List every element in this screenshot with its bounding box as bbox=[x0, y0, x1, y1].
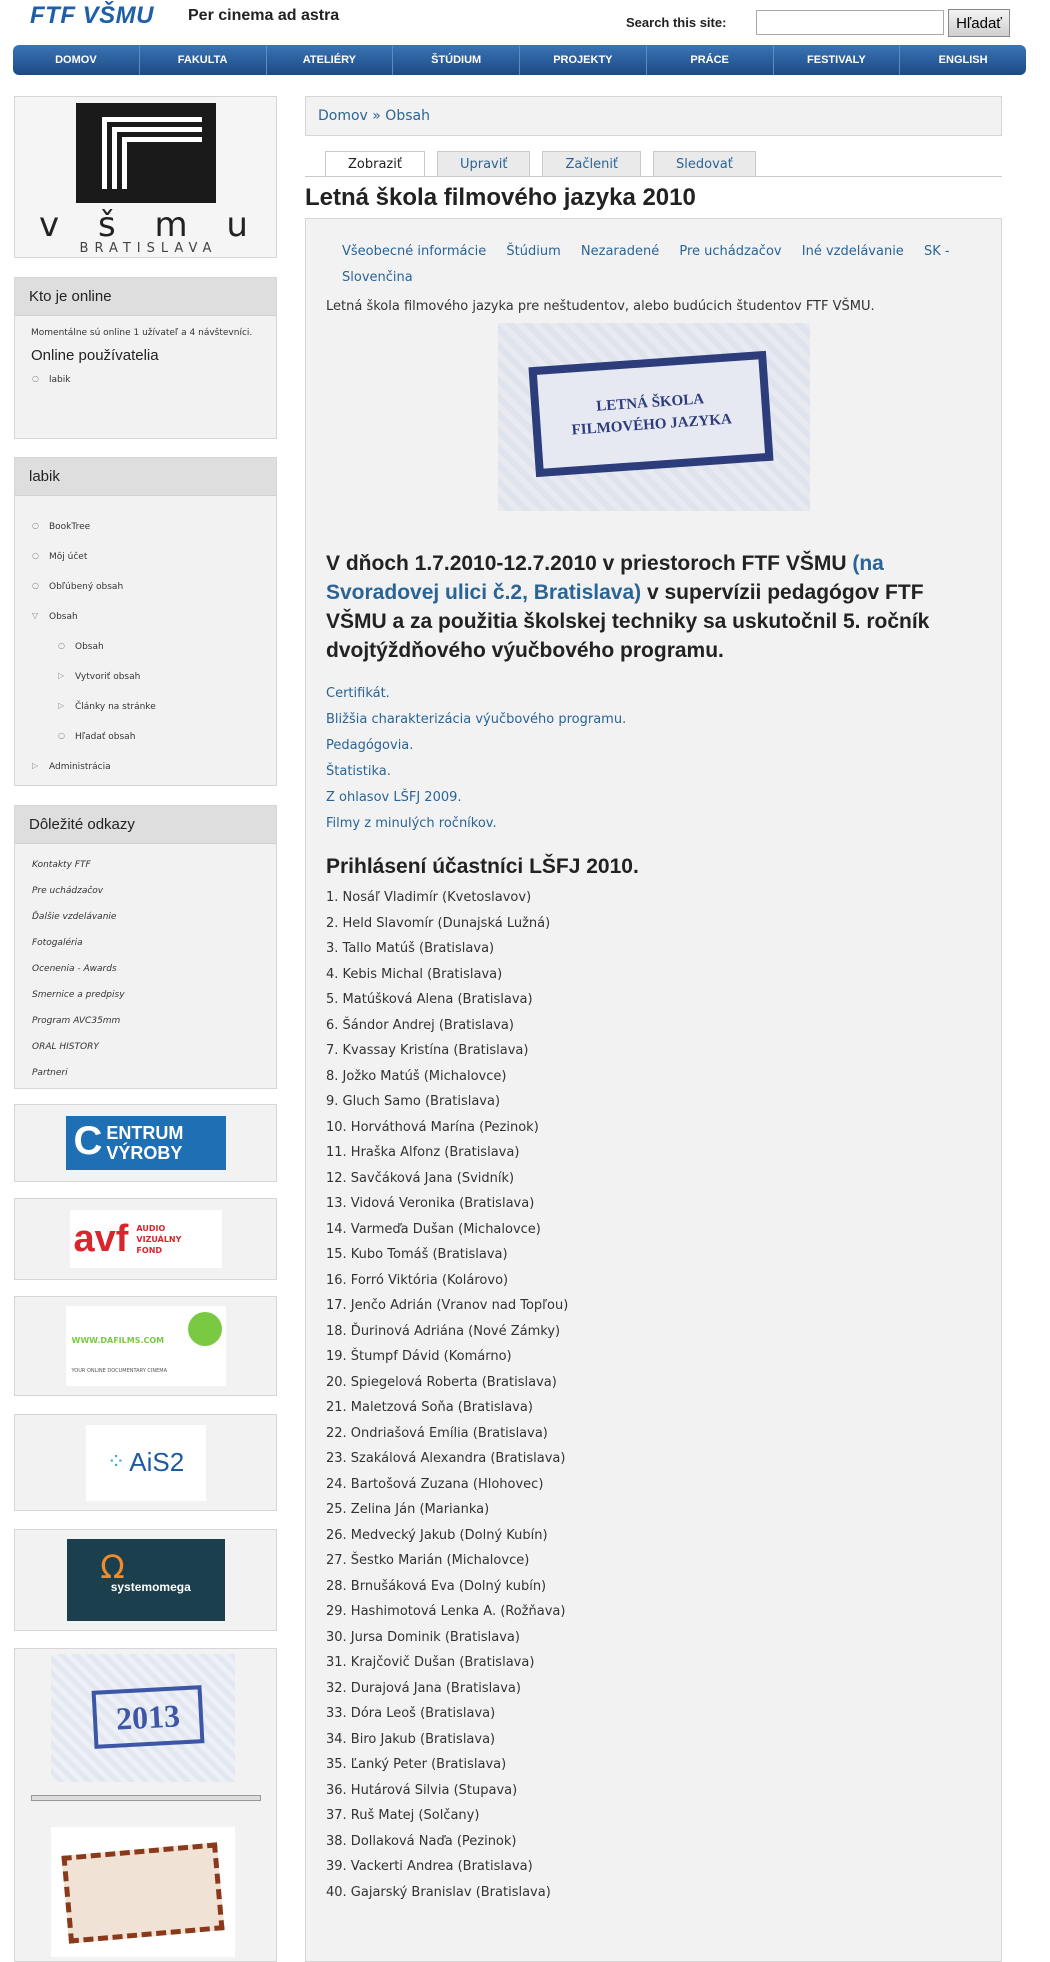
important-link[interactable]: Ocenenia - Awards bbox=[32, 964, 117, 974]
participants-list bbox=[326, 885, 568, 1905]
ais2-label: AiS2 bbox=[129, 1447, 185, 1477]
taxonomy-link[interactable]: Iné vzdelávanie bbox=[801, 244, 904, 259]
vsmu-logo-icon bbox=[76, 103, 216, 203]
tab-zaclenit[interactable]: Začleniť bbox=[542, 151, 641, 177]
participant-item: 15. Kubo Tomáš (Bratislava) bbox=[326, 1247, 508, 1262]
info-links-list bbox=[326, 681, 626, 837]
important-link[interactable]: Kontakty FTF bbox=[32, 860, 91, 870]
tab-upravit[interactable]: Upraviť bbox=[437, 151, 530, 177]
participant-item: 16. Forró Viktória (Kolárovo) bbox=[326, 1272, 509, 1288]
participant-item: 4. Kebis Michal (Bratislava) bbox=[326, 966, 503, 982]
stamp-2014-banner[interactable] bbox=[51, 1827, 235, 1957]
dafilms-banner[interactable] bbox=[14, 1296, 277, 1396]
logo-city: BRATISLAVA bbox=[79, 241, 218, 256]
user-menu-item[interactable]: ▷ Vytvoriť obsah bbox=[15, 662, 276, 692]
system-omega-banner[interactable] bbox=[14, 1529, 277, 1631]
search-button[interactable]: Hľadať bbox=[948, 9, 1010, 37]
user-menu-item[interactable]: ○ BookTree bbox=[15, 512, 276, 542]
search-input[interactable] bbox=[756, 10, 944, 35]
participant-item: 6. Šándor Andrej (Bratislava) bbox=[326, 1017, 514, 1033]
taxonomy-links bbox=[342, 239, 982, 291]
participant-item: 13. Vidová Veronika (Bratislava) bbox=[326, 1196, 535, 1211]
address-link[interactable]: (na Svoradovej ulici č.2, Bratislava) bbox=[326, 552, 884, 604]
participant-item: 18. Ďurinová Adriána (Nové Zámky) bbox=[326, 1323, 561, 1339]
online-user-link[interactable]: ○ labik bbox=[15, 370, 276, 390]
taxonomy-link[interactable]: Štúdium bbox=[506, 244, 561, 259]
content-tabs bbox=[325, 151, 768, 177]
participant-item: 38. Dollaková Naďa (Pezinok) bbox=[326, 1833, 517, 1849]
user-menu-list bbox=[15, 496, 276, 782]
online-subtitle: Online používatelia bbox=[31, 347, 159, 364]
participant-item: 25. Zelina Ján (Marianka) bbox=[326, 1502, 490, 1517]
user-menu-item[interactable]: ○ Hľadať obsah bbox=[15, 722, 276, 752]
avf-line-2: VIZUÁLNY bbox=[136, 1234, 182, 1244]
nav-item-festivaly[interactable]: FESTIVALY bbox=[774, 45, 901, 75]
participant-item: 2. Held Slavomír (Dunajská Lužná) bbox=[326, 915, 551, 931]
important-link[interactable]: Pre uchádzačov bbox=[32, 886, 104, 896]
online-title: Kto je online bbox=[15, 278, 276, 316]
participant-item: 24. Bartošová Zuzana (Hlohovec) bbox=[326, 1476, 544, 1492]
intro-text: Letná škola filmového jazyka pre neštudentov, alebo budúcich študentov FTF VŠMU. bbox=[326, 299, 875, 314]
dafilms-tagline: YOUR ONLINE DOCUMENTARY CINEMA bbox=[71, 1368, 167, 1374]
nav-item-domov[interactable]: DOMOV bbox=[13, 45, 140, 75]
participant-item: 23. Szakálová Alexandra (Bratislava) bbox=[326, 1451, 566, 1466]
page-title: Letná škola filmového jazyka 2010 bbox=[305, 184, 696, 211]
important-links-list bbox=[15, 844, 276, 1086]
participant-item: 32. Durajová Jana (Bratislava) bbox=[326, 1680, 521, 1696]
nav-item-projekty[interactable]: PROJEKTY bbox=[520, 45, 647, 75]
participant-item: 10. Horváthová Marína (Pezinok) bbox=[326, 1119, 539, 1135]
participants-heading: Prihlásení účastníci LŠFJ 2010. bbox=[326, 855, 639, 878]
search-label: Search this site: bbox=[626, 15, 727, 30]
nav-item-prace[interactable]: PRÁCE bbox=[647, 45, 774, 75]
stamp-2014-icon bbox=[61, 1842, 224, 1943]
taxonomy-link[interactable]: Pre uchádzačov bbox=[679, 244, 782, 259]
site-brand[interactable]: FTF VŠMU bbox=[30, 2, 154, 29]
nav-item-studium[interactable]: ŠTÚDIUM bbox=[393, 45, 520, 75]
avf-logo-icon: avf bbox=[73, 1217, 129, 1260]
omega-icon: Ω bbox=[100, 1548, 125, 1586]
summer-school-stamp-image bbox=[498, 323, 810, 511]
vsmu-logo-box[interactable] bbox=[14, 96, 277, 258]
participant-item: 35. Ľanký Peter (Bratislava) bbox=[326, 1757, 507, 1772]
participant-item: 19. Štumpf Dávid (Komárno) bbox=[326, 1349, 512, 1364]
user-menu-item[interactable]: ○ Obsah bbox=[15, 632, 276, 662]
participant-item: 12. Savčáková Jana (Svidník) bbox=[326, 1170, 515, 1186]
main-nav bbox=[13, 45, 1026, 75]
participant-item: 9. Gluch Samo (Bratislava) bbox=[326, 1094, 501, 1109]
participant-item: 26. Medvecký Jakub (Dolný Kubín) bbox=[326, 1527, 548, 1543]
divider bbox=[31, 1795, 261, 1801]
taxonomy-link[interactable]: Nezaradené bbox=[580, 244, 660, 259]
participant-item: 1. Nosáľ Vladimír (Kvetoslavov) bbox=[326, 890, 532, 905]
participant-item: 22. Ondriašová Emília (Bratislava) bbox=[326, 1425, 548, 1441]
dafilms-url: WWW.DAFILMS.COM bbox=[71, 1336, 165, 1345]
stamp-line-1: LETNÁ ŠKOLA bbox=[595, 391, 705, 415]
taxonomy-link[interactable]: Všeobecné informácie bbox=[342, 244, 487, 259]
participant-item: 11. Hraška Alfonz (Bratislava) bbox=[326, 1145, 520, 1160]
centrum-vyroby-banner[interactable] bbox=[14, 1104, 277, 1182]
participant-item: 21. Maletzová Soňa (Bratislava) bbox=[326, 1400, 533, 1415]
participant-item: 33. Dóra Leoš (Bratislava) bbox=[326, 1706, 496, 1721]
ais2-banner[interactable] bbox=[14, 1414, 277, 1511]
user-menu-item[interactable]: ○ Obľúbený obsah bbox=[15, 572, 276, 602]
user-menu-title: labik bbox=[15, 458, 276, 496]
important-link[interactable]: ORAL HISTORY bbox=[32, 1042, 99, 1052]
important-links-block bbox=[14, 805, 277, 1089]
avf-line-3: FOND bbox=[136, 1245, 163, 1255]
user-menu-item[interactable]: ▽ Obsah bbox=[15, 602, 276, 632]
centrum-c-icon: C bbox=[73, 1118, 103, 1163]
stamp-2013-label: 2013 bbox=[92, 1685, 205, 1749]
stamp-line-2: FILMOVÉHO JAZYKA bbox=[571, 411, 733, 439]
nav-item-atelieri[interactable]: ATELIÉRY bbox=[267, 45, 394, 75]
omega-label: systemomega bbox=[110, 1580, 191, 1594]
important-link[interactable]: Partneri bbox=[32, 1068, 68, 1078]
online-block bbox=[14, 277, 277, 439]
info-link[interactable]: Filmy z minulých ročníkov. bbox=[326, 816, 497, 831]
lead-text-2: v supervízii pedagógov FTF VŠMU a za použitia školskej techniky sa uskutočnil 5. ročník dvojtýždňového výučbového programu. bbox=[326, 581, 930, 662]
nav-item-fakulta[interactable]: FAKULTA bbox=[140, 45, 267, 75]
participant-item: 5. Matúšková Alena (Bratislava) bbox=[326, 992, 533, 1007]
participant-item: 7. Kvassay Kristína (Bratislava) bbox=[326, 1043, 529, 1058]
participant-item: 20. Spiegelová Roberta (Bratislava) bbox=[326, 1374, 557, 1390]
participant-item: 39. Vackerti Andrea (Bratislava) bbox=[326, 1859, 533, 1874]
logo-name: v š m u bbox=[39, 205, 262, 245]
info-link[interactable]: Z ohlasov LŠFJ 2009. bbox=[326, 790, 462, 805]
participant-item: 36. Hutárová Silvia (Stupava) bbox=[326, 1782, 518, 1798]
taxonomy-link[interactable]: SK - Slovenčina bbox=[342, 244, 950, 285]
info-link[interactable]: Bližšia charakterizácia výučbového programu. bbox=[326, 712, 627, 727]
article-body bbox=[305, 218, 1002, 1962]
info-link[interactable]: Pedagógovia. bbox=[326, 738, 414, 753]
participant-item: 29. Hashimotová Lenka A. (Rožňava) bbox=[326, 1604, 566, 1619]
participant-item: 37. Ruš Matej (Solčany) bbox=[326, 1808, 480, 1823]
participant-item: 17. Jenčo Adrián (Vranov nad Topľou) bbox=[326, 1298, 569, 1313]
user-menu-block bbox=[14, 457, 277, 786]
tab-zobrazit[interactable]: Zobraziť bbox=[325, 151, 425, 177]
stamps-block bbox=[14, 1648, 277, 1962]
info-link[interactable]: Štatistika. bbox=[326, 764, 391, 779]
participant-item: 3. Tallo Matúš (Bratislava) bbox=[326, 941, 495, 956]
site-motto: Per cinema ad astra bbox=[188, 7, 340, 24]
participant-item: 40. Gajarský Branislav (Bratislava) bbox=[326, 1884, 551, 1900]
breadcrumb bbox=[305, 96, 1002, 136]
site-header bbox=[0, 0, 1050, 42]
tab-sledovat[interactable]: Sledovať bbox=[653, 151, 756, 177]
info-link[interactable]: Certifikát. bbox=[326, 686, 390, 701]
tabs-underline bbox=[305, 176, 1002, 177]
online-text: Momentálne sú online 1 užívateľ a 4 návštevníci. bbox=[31, 328, 253, 338]
lead-text-1: V dňoch 1.7.2010-12.7.2010 v priestoroch FTF VŠMU bbox=[326, 552, 853, 575]
user-menu-item[interactable]: ▷ Administrácia bbox=[15, 752, 276, 782]
ais2-dots-icon: ⁘ bbox=[106, 1450, 126, 1475]
participant-item: 27. Šestko Marián (Michalovce) bbox=[326, 1553, 530, 1568]
online-users-list bbox=[15, 370, 276, 390]
stamp-2013-banner[interactable] bbox=[51, 1654, 235, 1782]
participant-item: 30. Jursa Dominik (Bratislava) bbox=[326, 1629, 520, 1645]
avf-banner[interactable] bbox=[14, 1198, 277, 1280]
important-links-title: Dôležité odkazy bbox=[15, 806, 276, 844]
participant-item: 34. Biro Jakub (Bratislava) bbox=[326, 1731, 496, 1747]
nav-item-english[interactable]: ENGLISH bbox=[938, 54, 988, 66]
user-menu-item[interactable]: ○ Môj účet bbox=[15, 542, 276, 572]
important-link[interactable]: Program AVC35mm bbox=[32, 1016, 121, 1026]
dafilms-logo-icon bbox=[188, 1312, 222, 1346]
important-link[interactable]: Fotogaléria bbox=[32, 938, 83, 948]
user-menu-item[interactable]: ▷ Články na stránke bbox=[15, 692, 276, 722]
important-link[interactable]: Ďalšie vzdelávanie bbox=[32, 912, 117, 922]
stamp-frame bbox=[528, 351, 773, 477]
participant-item: 8. Jožko Matúš (Michalovce) bbox=[326, 1068, 507, 1084]
lead-paragraph bbox=[326, 549, 986, 665]
important-link[interactable]: Smernice a predpisy bbox=[32, 990, 125, 1000]
centrum-banner-text: ENTRUM VÝROBY bbox=[106, 1123, 184, 1163]
avf-line-1: AUDIO bbox=[136, 1223, 166, 1233]
participant-item: 28. Brnušáková Eva (Dolný kubín) bbox=[326, 1578, 547, 1594]
participant-item: 14. Varmeďa Dušan (Michalovce) bbox=[326, 1221, 541, 1237]
breadcrumb-link[interactable]: Domov » Obsah bbox=[318, 108, 430, 124]
participant-item: 31. Krajčovič Dušan (Bratislava) bbox=[326, 1655, 535, 1670]
